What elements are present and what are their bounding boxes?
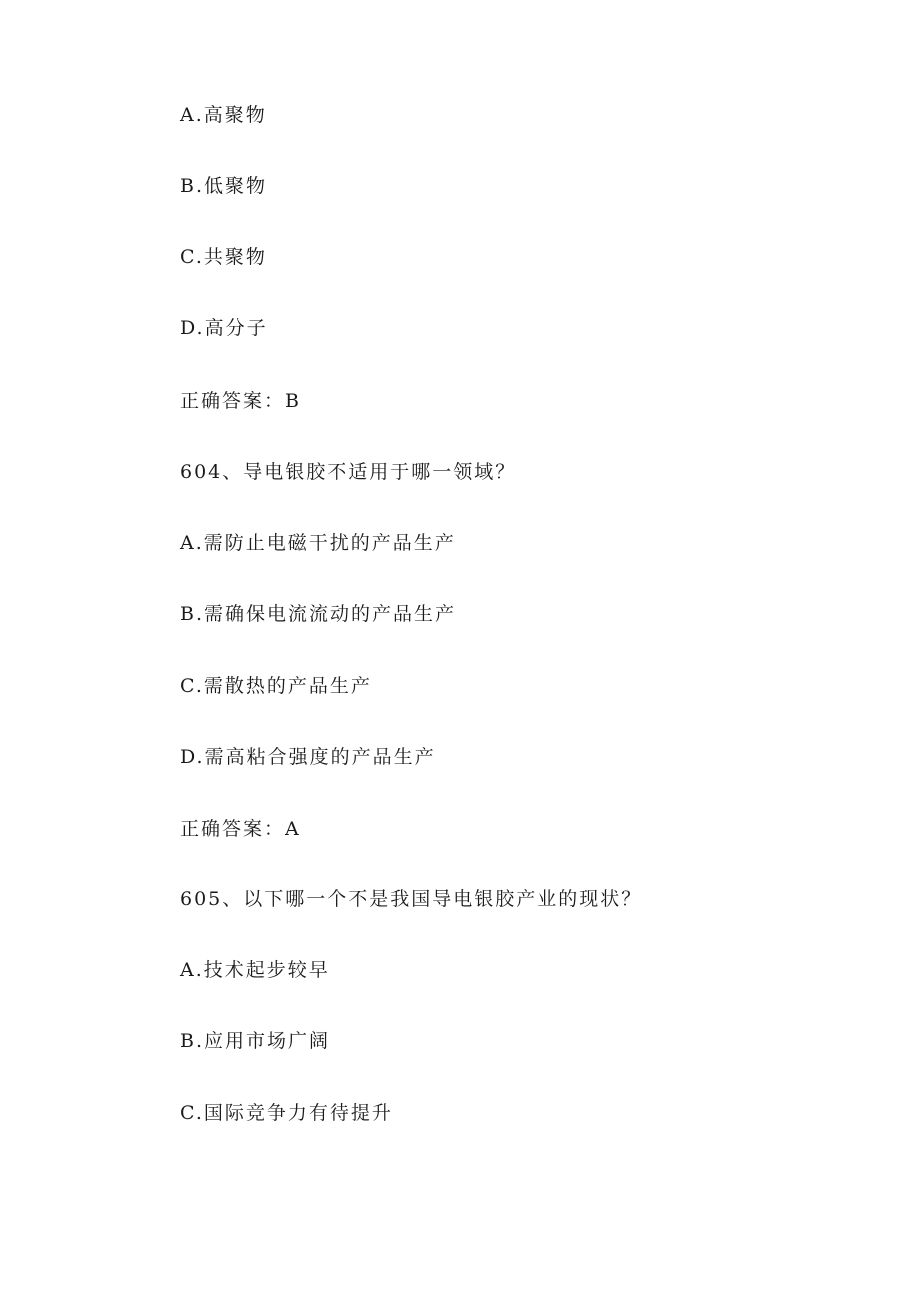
- q604-answer: 正确答案：A: [180, 818, 301, 840]
- q605-option-a: A.技术起步较早: [180, 959, 330, 981]
- q605-option-b: B.应用市场广阔: [180, 1030, 331, 1052]
- q604-option-c: C.需散热的产品生产: [180, 675, 372, 697]
- q605-option-c: C.国际竞争力有待提升: [180, 1102, 393, 1124]
- q603-option-d: D.高分子: [180, 317, 268, 339]
- q604-question: 604、导电银胶不适用于哪一领域？: [180, 461, 517, 483]
- q604-option-a: A.需防止电磁干扰的产品生产: [180, 532, 456, 554]
- q603-option-a: A.高聚物: [180, 104, 267, 126]
- q605-question: 605、以下哪一个不是我国导电银胶产业的现状？: [180, 888, 643, 910]
- q603-option-c: C.共聚物: [180, 246, 267, 268]
- q603-option-b: B.低聚物: [180, 175, 268, 197]
- q604-option-b: B.需确保电流流动的产品生产: [180, 603, 457, 625]
- q604-option-d: D.需高粘合强度的产品生产: [180, 746, 436, 768]
- q603-answer: 正确答案：B: [180, 390, 301, 412]
